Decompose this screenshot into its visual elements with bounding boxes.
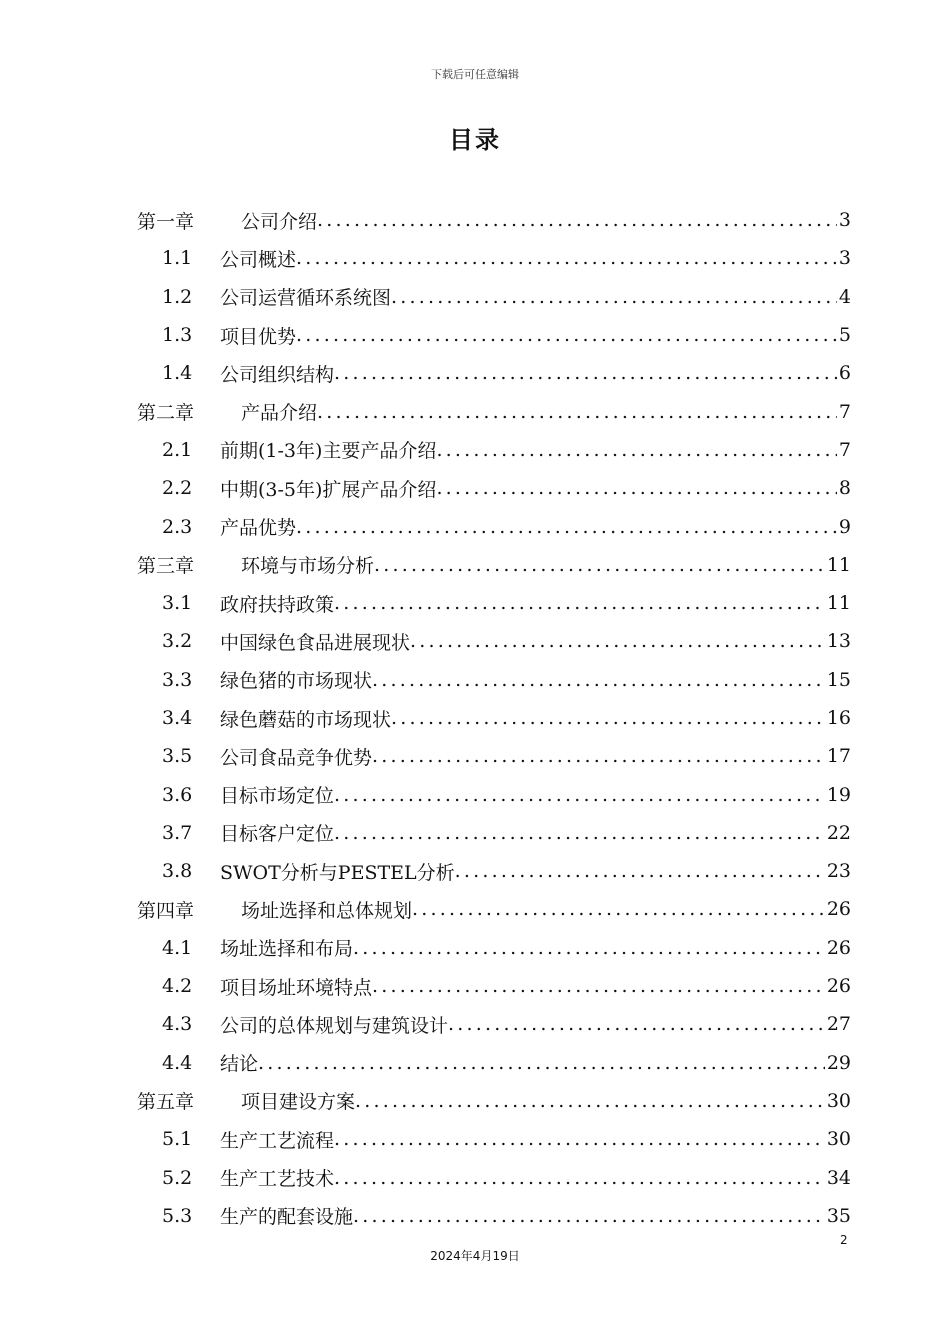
toc-entry[interactable] bbox=[137, 316, 851, 354]
toc-entry-label: 公司概述 bbox=[220, 248, 297, 271]
toc-title: 目录 bbox=[449, 126, 501, 154]
toc-entry-label: 公司介绍 bbox=[241, 210, 318, 233]
toc-entry[interactable] bbox=[137, 814, 851, 852]
toc-entry-page: 4 bbox=[838, 285, 851, 308]
footer-date: 2024年4月19日 bbox=[430, 1249, 520, 1263]
toc-entry-number: 3.8 bbox=[162, 860, 193, 883]
toc-entry-number: 第五章 bbox=[137, 1091, 195, 1114]
toc-entry[interactable] bbox=[137, 737, 851, 775]
toc-entry[interactable] bbox=[137, 775, 851, 813]
toc-leader-dots bbox=[412, 898, 825, 920]
toc-leader-dots bbox=[391, 286, 837, 308]
toc-leader-dots bbox=[410, 630, 825, 652]
toc-entry-page: 30 bbox=[826, 1128, 851, 1151]
toc-leader-dots bbox=[436, 477, 836, 499]
toc-entry[interactable] bbox=[137, 1158, 851, 1196]
toc-entry-page: 19 bbox=[826, 783, 851, 806]
toc-entry-label: 项目场址环境特点 bbox=[220, 976, 373, 999]
toc-leader-dots bbox=[372, 975, 825, 997]
toc-entry[interactable] bbox=[137, 239, 851, 277]
toc-entry-number: 5.2 bbox=[162, 1166, 193, 1189]
toc-leader-dots bbox=[391, 707, 825, 729]
toc-entry-page: 13 bbox=[826, 630, 851, 653]
toc-entry-page: 26 bbox=[826, 936, 851, 959]
toc-entry-label: 中期(3-5年)扩展产品介绍 bbox=[220, 478, 437, 501]
toc-entry-page: 7 bbox=[838, 400, 851, 423]
toc-entry[interactable] bbox=[137, 1005, 851, 1043]
toc-entry-page: 7 bbox=[838, 438, 851, 461]
toc-entry-page: 34 bbox=[826, 1166, 851, 1189]
toc-leader-dots bbox=[353, 1205, 825, 1227]
toc-leader-dots bbox=[334, 784, 825, 806]
toc-entry[interactable] bbox=[137, 431, 851, 469]
toc-entry[interactable] bbox=[137, 622, 851, 660]
toc-entry-page: 5 bbox=[838, 324, 851, 347]
toc-entry-label: 公司组织结构 bbox=[220, 363, 335, 386]
toc-entry-page: 9 bbox=[838, 515, 851, 538]
toc-entry-label: 环境与市场分析 bbox=[241, 555, 375, 578]
toc-entry-label: 目标客户定位 bbox=[220, 823, 335, 846]
toc-leader-dots bbox=[353, 937, 825, 959]
toc-entry-number: 5.1 bbox=[162, 1128, 193, 1151]
toc-entry-page: 30 bbox=[826, 1089, 851, 1112]
toc-entry-number: 第三章 bbox=[137, 555, 195, 578]
toc-leader-dots bbox=[334, 1167, 825, 1189]
toc-entry[interactable] bbox=[137, 392, 851, 430]
toc-entry-page: 23 bbox=[826, 860, 851, 883]
toc-entry-number: 3.7 bbox=[162, 821, 193, 844]
toc-entry-number: 第一章 bbox=[137, 210, 195, 233]
toc-entry-number: 3.5 bbox=[162, 745, 193, 768]
toc-entry-number: 3.4 bbox=[162, 707, 193, 729]
toc-entry-number: 4.1 bbox=[162, 936, 193, 959]
toc-entry-number: 3.6 bbox=[162, 783, 193, 806]
toc-entry-label: 项目优势 bbox=[220, 325, 297, 348]
toc-entry-label: 公司食品竞争优势 bbox=[220, 746, 373, 769]
toc-entry-page: 8 bbox=[838, 477, 851, 500]
toc-entry-label: 绿色猪的市场现状 bbox=[220, 670, 373, 693]
toc-entry[interactable] bbox=[137, 852, 851, 890]
toc-entry-page: 35 bbox=[826, 1204, 851, 1227]
toc-leader-dots bbox=[296, 247, 837, 269]
toc-entry-page: 27 bbox=[826, 1013, 851, 1036]
toc-entry-page: 3 bbox=[838, 247, 851, 270]
toc-leader-dots bbox=[372, 745, 825, 767]
toc-entry-label: 前期(1-3年)主要产品介绍 bbox=[220, 440, 437, 463]
toc-entry-number: 第四章 bbox=[137, 899, 195, 922]
toc-entry[interactable] bbox=[137, 1044, 851, 1082]
toc-entry-number: 2.1 bbox=[162, 438, 193, 461]
toc-entry-number: 3.3 bbox=[162, 668, 193, 691]
toc-entry-number: 5.3 bbox=[162, 1204, 193, 1227]
toc-leader-dots bbox=[355, 1090, 825, 1112]
toc-entry[interactable] bbox=[137, 699, 851, 737]
toc-entry-page: 11 bbox=[826, 592, 851, 615]
toc-entry-page: 26 bbox=[826, 975, 851, 998]
toc-entry-label: 目标市场定位 bbox=[220, 785, 335, 808]
toc-entry-label: 生产工艺技术 bbox=[220, 1168, 335, 1191]
toc-entry-label: SWOT分析与PESTEL分析 bbox=[220, 861, 455, 884]
toc-entry-label: 产品介绍 bbox=[241, 402, 318, 425]
toc-entry[interactable] bbox=[137, 469, 851, 507]
toc-entry-label: 结论 bbox=[220, 1053, 259, 1076]
toc-entry-number: 4.3 bbox=[162, 1013, 193, 1036]
header-note: 下载后可任意编辑 bbox=[431, 68, 519, 81]
toc-leader-dots bbox=[296, 324, 837, 346]
toc-leader-dots bbox=[334, 592, 825, 614]
toc-leader-dots bbox=[372, 669, 825, 691]
toc-entry[interactable] bbox=[137, 1197, 851, 1235]
toc-entry[interactable] bbox=[137, 1082, 851, 1120]
toc-entry-number: 2.2 bbox=[162, 477, 193, 500]
toc-leader-dots bbox=[258, 1052, 825, 1074]
toc-entry-page: 11 bbox=[826, 553, 851, 576]
toc-entry-number: 1.3 bbox=[162, 324, 193, 347]
toc-entry-number: 3.2 bbox=[162, 630, 193, 653]
toc-entry-label: 绿色蘑菇的市场现状 bbox=[220, 708, 392, 731]
toc-entry-page: 22 bbox=[826, 821, 851, 844]
toc-leader-dots bbox=[334, 822, 825, 844]
toc-entry-label: 场址选择和总体规划 bbox=[241, 899, 413, 922]
toc-entry-label: 公司的总体规划与建筑设计 bbox=[220, 1014, 449, 1037]
toc-entry[interactable] bbox=[137, 201, 851, 239]
toc-entry-number: 2.3 bbox=[162, 515, 193, 538]
toc-leader-dots bbox=[334, 1128, 825, 1150]
toc-entry-label: 项目建设方案 bbox=[241, 1091, 356, 1114]
toc-entry[interactable] bbox=[137, 890, 851, 928]
toc-entry[interactable] bbox=[137, 661, 851, 699]
toc-entry-label: 生产工艺流程 bbox=[220, 1129, 335, 1152]
toc-entry-number: 4.4 bbox=[162, 1051, 193, 1074]
toc-entry[interactable] bbox=[137, 584, 851, 622]
toc-entry[interactable] bbox=[137, 507, 851, 545]
toc-leader-dots bbox=[317, 209, 837, 231]
toc-entry[interactable] bbox=[137, 1120, 851, 1158]
toc-leader-dots bbox=[455, 860, 825, 882]
toc-entry-label: 公司运营循环系统图 bbox=[220, 287, 392, 310]
toc-entry-number: 第二章 bbox=[137, 402, 195, 425]
toc-leader-dots bbox=[296, 516, 837, 538]
toc-entry-label: 中国绿色食品进展现状 bbox=[220, 631, 411, 654]
toc-entry-label: 场址选择和布局 bbox=[220, 938, 354, 961]
toc-leader-dots bbox=[436, 439, 836, 461]
toc-entry-page: 29 bbox=[826, 1051, 851, 1074]
toc-leader-dots bbox=[448, 1013, 825, 1035]
toc-entry-label: 产品优势 bbox=[220, 517, 297, 540]
toc-leader-dots bbox=[317, 401, 837, 423]
toc-leader-dots bbox=[374, 554, 825, 576]
toc-entry-page: 6 bbox=[838, 362, 851, 385]
page-number: 2 bbox=[840, 1233, 848, 1247]
toc-entry[interactable] bbox=[137, 929, 851, 967]
toc-entry-number: 3.1 bbox=[162, 592, 193, 615]
toc-entry[interactable] bbox=[137, 546, 851, 584]
toc-entry-number: 4.2 bbox=[162, 975, 193, 998]
toc-entry-number: 1.4 bbox=[162, 362, 193, 385]
toc-entry-label: 生产的配套设施 bbox=[220, 1206, 354, 1229]
toc-entry-number: 1.1 bbox=[162, 247, 193, 270]
toc-entry-number: 1.2 bbox=[162, 285, 193, 308]
toc-entry-page: 15 bbox=[826, 668, 851, 691]
toc-entry[interactable] bbox=[137, 278, 851, 316]
toc-entry[interactable] bbox=[137, 967, 851, 1005]
toc-entry-page: 26 bbox=[826, 898, 851, 921]
toc-entry-page: 3 bbox=[838, 209, 851, 232]
toc-entry-label: 政府扶持政策 bbox=[220, 593, 335, 616]
toc-entry-page: 16 bbox=[826, 707, 851, 729]
toc-entry-page: 17 bbox=[826, 745, 851, 768]
toc-entry[interactable] bbox=[137, 354, 851, 392]
toc-leader-dots bbox=[334, 362, 837, 384]
table-of-contents bbox=[137, 201, 851, 1235]
